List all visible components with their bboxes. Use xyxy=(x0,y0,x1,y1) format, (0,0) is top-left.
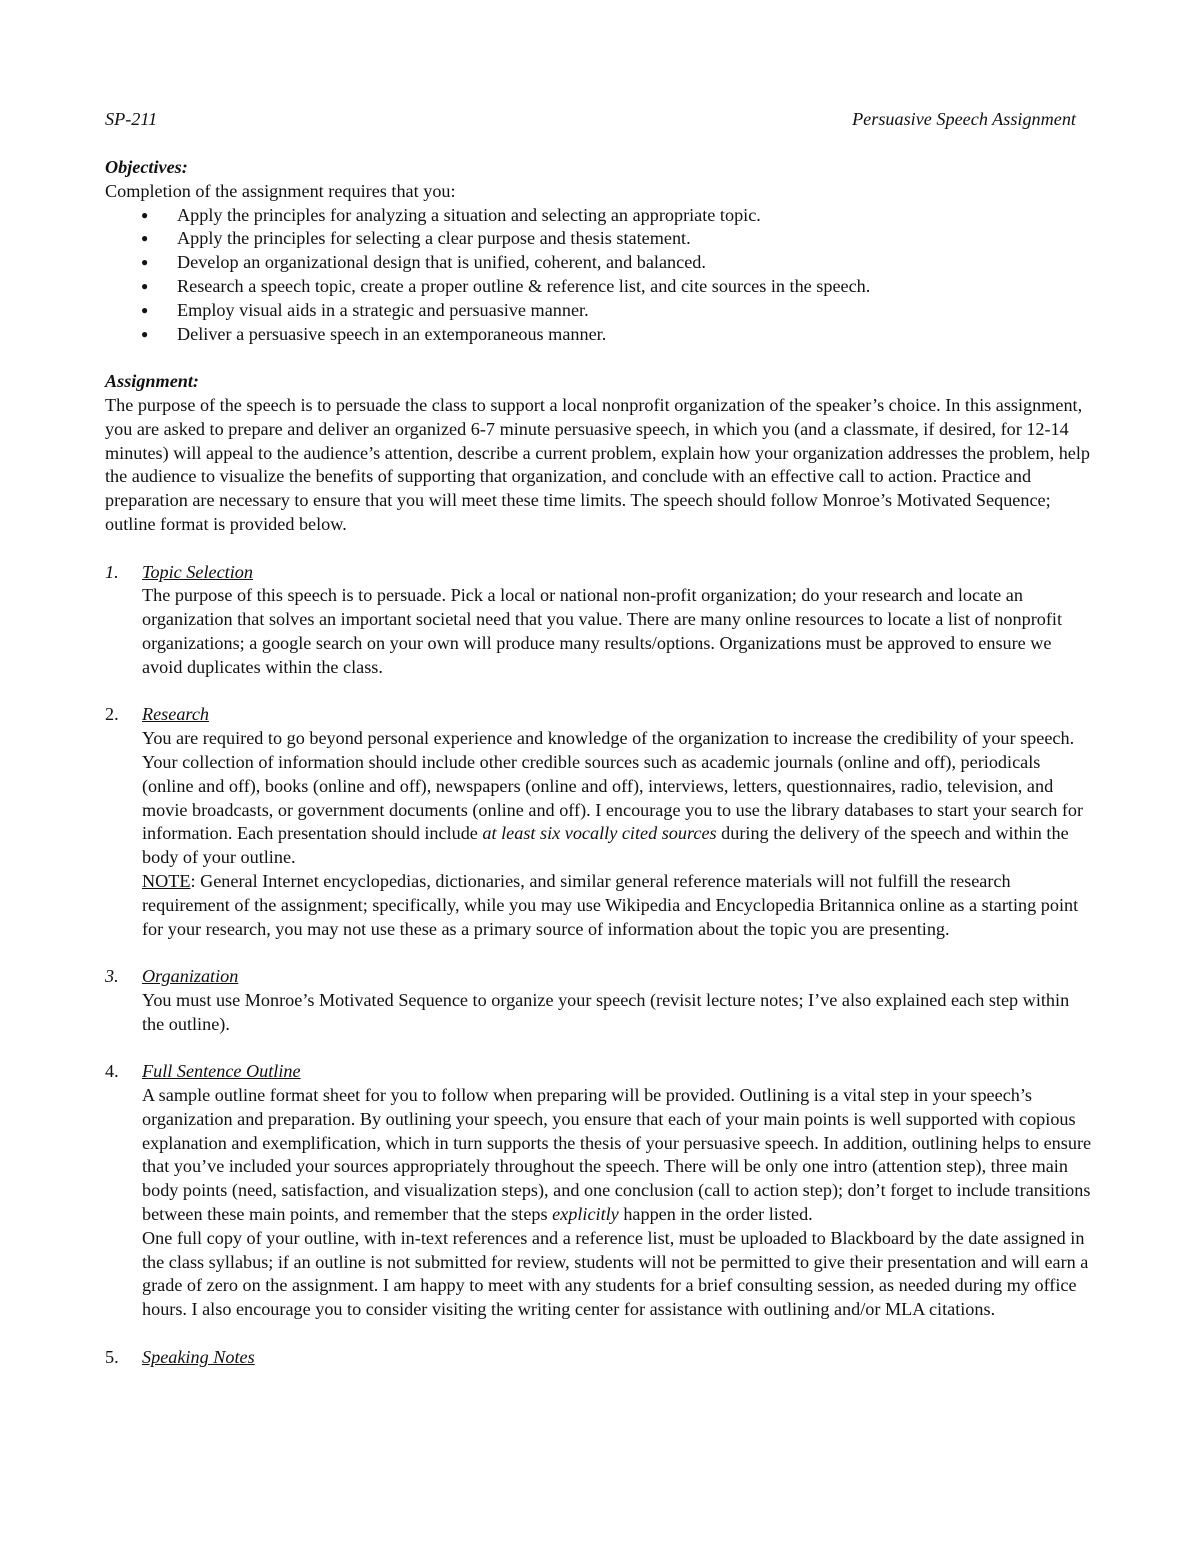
section-number: 1. xyxy=(105,561,119,582)
emphasis-text: explicitly xyxy=(552,1204,619,1225)
section-title: Full Sentence Outline xyxy=(142,1061,301,1082)
assignment-heading: Assignment: xyxy=(105,371,199,392)
section-body: The purpose of this speech is to persuade. Pick a local or national non-profit organization; do your research and locate an organization that solves an important societal need that you value. There are many online resources to locate a list of nonprofit organizations; a google search on your own will produce many results/options. Organizations must be approved to ensure we avoid duplicates within the class. xyxy=(142,585,1063,677)
document-body xyxy=(105,156,1095,1370)
list-item: ● Research a speech topic, create a proper outline & reference list, and cite sources in the speech. xyxy=(141,275,1095,299)
list-item: ● Deliver a persuasive speech in an extemporaneous manner. xyxy=(141,323,1095,347)
section-title: Organization xyxy=(142,966,239,987)
list-item: ● Apply the principles for analyzing a situation and selecting an appropriate topic. xyxy=(141,204,1095,228)
section-number: 5. xyxy=(105,1346,119,1367)
section-body-continued: One full copy of your outline, with in-text references and a reference list, must be uploaded to Blackboard by the date assigned in the class syllabus; if an outline is not submitted for review, students will not be permitted to give their presentation and will earn a grade of zero on the assignment. I am happy to meet with any students for a brief consulting session, as needed during my office hours. I also encourage you to consider visiting the writing center for assistance with outlining and/or MLA citations. xyxy=(142,1227,1089,1320)
section-number: 2. xyxy=(105,704,119,725)
section-research xyxy=(105,703,1095,941)
section-organization xyxy=(105,965,1095,1036)
list-item: ● Employ visual aids in a strategic and persuasive manner. xyxy=(141,299,1095,323)
section-title: Speaking Notes xyxy=(142,1346,255,1367)
objectives-list xyxy=(105,204,1095,347)
section-topic-selection xyxy=(105,561,1095,680)
section-full-sentence-outline xyxy=(105,1060,1095,1322)
list-item: ● Apply the principles for selecting a clear purpose and thesis statement. xyxy=(141,227,1095,251)
page-header xyxy=(105,108,1076,132)
section-title: Topic Selection xyxy=(142,561,253,582)
course-code: SP-211 xyxy=(105,109,158,129)
assignment-body: The purpose of the speech is to persuade the class to support a local nonprofit organization of the speaker’s choice. In this assignment, you are asked to prepare and deliver an organized 6-7 minute persuasive speech, in which you (and a classmate, if desired, for 12-14 minutes) will appeal to the audience’s attention, describe a current problem, explain how your organization addresses the problem, help the audience to visualize the benefits of supporting that organization, and conclude with an effective call to action. Practice and preparation are necessary to ensure that you will meet these time limits. The speech should follow Monroe’s Motivated Sequence; outline format is provided below. xyxy=(105,394,1091,534)
section-body: You must use Monroe’s Motivated Sequence to organize your speech (revisit lecture notes; I’ve also explained each step within the outline). xyxy=(142,989,1070,1034)
section-body: A sample outline format sheet for you to follow when preparing will be provided. Outlining is a vital step in your speech’s organization and preparation. By outlining your speech, you ensure that each of your main points is well supported with copious explanation and exemplification, which in turn supports the thesis of your persuasive speech. In addition, outlining helps to ensure that you’ve included your sources appropriately throughout the speech. There will be only one intro (attention step), three main body points (need, satisfaction, and visualization steps), and one conclusion (call to action step); don’t forget to include transitions between these main points, and remember that the steps explicitly happen in the order listed. xyxy=(142,1085,1092,1225)
list-item: ● Develop an organizational design that is unified, coherent, and balanced. xyxy=(141,251,1095,275)
section-number: 3. xyxy=(105,966,119,987)
emphasis-text: at least six vocally cited sources xyxy=(482,823,717,844)
section-number: 4. xyxy=(105,1061,119,1082)
section-speaking-notes xyxy=(105,1346,1095,1370)
note-label: NOTE xyxy=(142,870,191,891)
objectives-intro: Completion of the assignment requires that you: xyxy=(105,180,456,201)
section-body: You are required to go beyond personal experience and knowledge of the organization to increase the credibility of your speech. Your collection of information should include other credible sources such as academic journals (online and off), periodicals (online and off), books (online and off), newspapers (online and off), interviews, letters, questionnaires, radio, television, and movie broadcasts, or government documents (online and off). I encourage you to use the library databases to start your search for information. Each presentation should include at least six vocally cited sources during the delivery of the speech and within the body of your outline. xyxy=(142,728,1084,868)
research-note: NOTE: General Internet encyclopedias, dictionaries, and similar general reference materials will not fulfill the research requirement of the assignment; specifically, while you may use Wikipedia and Encyclopedia Britannica online as a starting point for your research, you may not use these as a primary source of information about the topic you are presenting. xyxy=(142,870,1079,939)
section-title: Research xyxy=(142,704,209,725)
document-title: Persuasive Speech Assignment xyxy=(852,109,1076,129)
objectives-heading: Objectives: xyxy=(105,157,188,177)
